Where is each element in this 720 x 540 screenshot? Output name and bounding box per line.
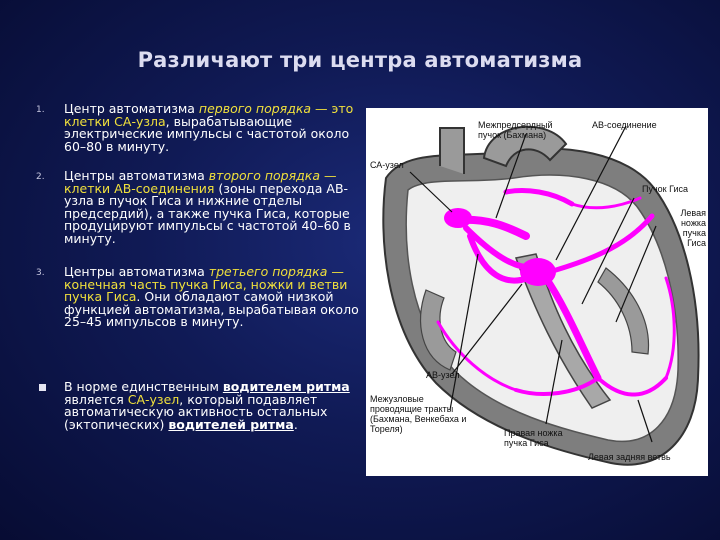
item-text: Центры автоматизма третьего порядка — конечная часть пучка Гиса, ножки и ветви пучка Гиса. Они обладают самой низкой функцией автоматизма, вырабатывая около 25–45 импульсов в минуту. xyxy=(64,264,359,330)
item-text: В норме единственным водителем ритма является СА-узел, который подавляет автоматическую активность остальных (эктопических) водителей ритма. xyxy=(64,379,350,432)
slide-title: Различают три центра автоматизма xyxy=(137,48,583,72)
superior-vena-cava xyxy=(440,128,464,174)
label-right-bundle-branch: Правая ножка пучка Гиса xyxy=(504,428,563,448)
item-text: Центры автоматизма второго порядка — клетки АВ-соединения (зоны перехода АВ-узла в пучок Гиса и нижние отделы предсердий), а также пучка Гиса, которые продуцируют импульсы с частотой 40–60 в минуту. xyxy=(64,168,351,246)
label-his-bundle: Пучок Гиса xyxy=(642,184,689,194)
item-text: Центр автоматизма первого порядка — это клетки СА-узла, вырабатывающие электрические импульсы с частотой около 60–80 в минуту. xyxy=(64,101,354,154)
label-av-node: АВ-узел xyxy=(426,370,460,380)
label-av-junction: АВ-соединение xyxy=(592,120,657,130)
square-bullet-icon xyxy=(39,384,46,391)
list-marker: 1. xyxy=(36,105,45,115)
label-left-posterior-fascicle: Левая задняя ветвь xyxy=(588,452,671,462)
label-internodal-tracts: Межузловые проводящие тракты (Бахмана, Венкебаха и Тореля) xyxy=(370,394,467,434)
label-sa-node: СА-узел xyxy=(370,160,404,170)
label-left-bundle-branch: Левая ножка пучка Гиса xyxy=(680,208,706,248)
heart-conduction-diagram xyxy=(366,108,708,476)
list-marker: 2. xyxy=(36,172,45,182)
list-marker: 3. xyxy=(36,268,45,278)
label-interatrial-bundle: Межпредсердный пучок (Бахмана) xyxy=(478,120,553,140)
sa-node-shape xyxy=(444,208,472,228)
av-node-shape xyxy=(520,258,556,286)
